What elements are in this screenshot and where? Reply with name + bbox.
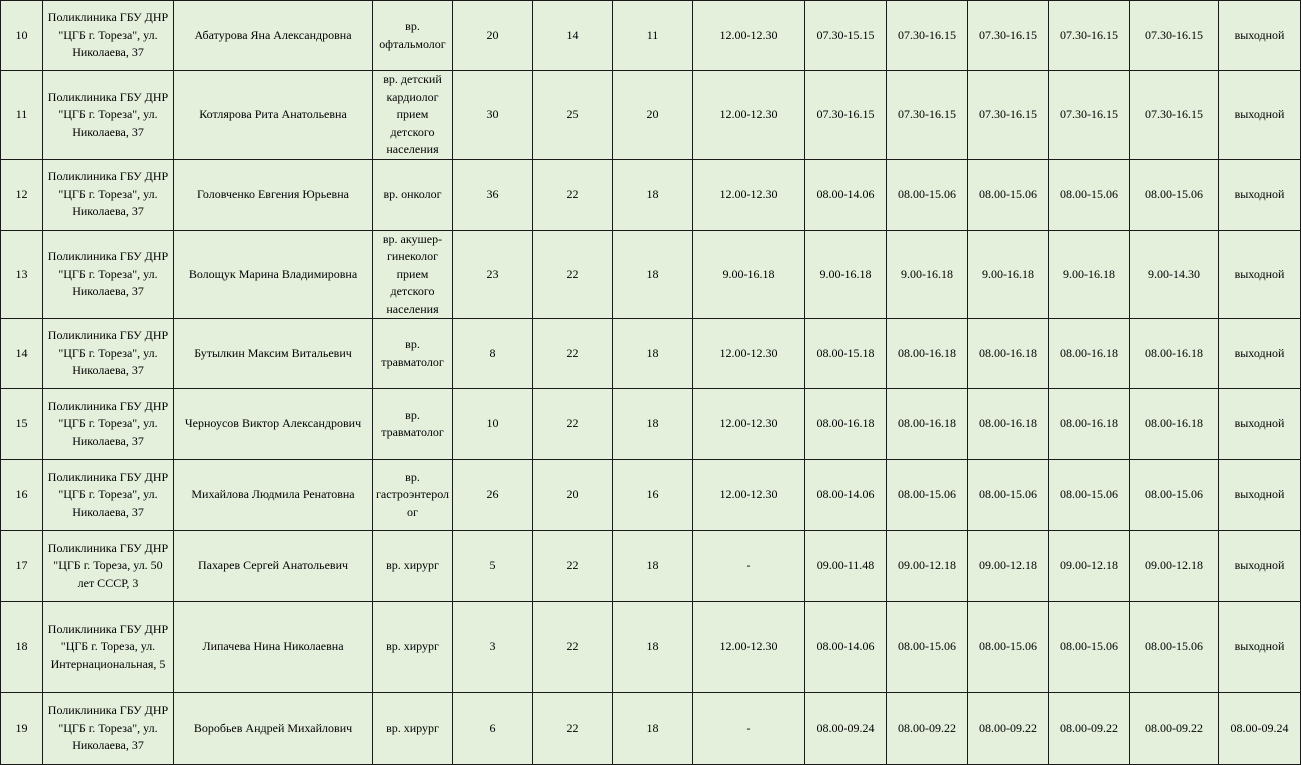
hours-day-5: 08.00-09.22 [1130,693,1219,765]
row-number: 12 [1,159,43,230]
hours-day-5: 9.00-14.30 [1130,230,1219,319]
break-time: 12.00-12.30 [693,159,805,230]
hours-day-2: 08.00-16.18 [887,319,968,389]
count-2: 22 [533,602,613,693]
count-2: 22 [533,531,613,602]
break-time: 9.00-16.18 [693,230,805,319]
count-1: 30 [453,71,533,160]
count-1: 20 [453,1,533,71]
hours-day-5: 08.00-15.06 [1130,602,1219,693]
row-number: 13 [1,230,43,319]
hours-day-1: 07.30-15.15 [805,1,887,71]
row-number: 10 [1,1,43,71]
count-2: 14 [533,1,613,71]
count-2: 22 [533,230,613,319]
row-number: 16 [1,460,43,531]
count-1: 23 [453,230,533,319]
hours-day-5: 08.00-15.06 [1130,159,1219,230]
doctor-name: Головченко Евгения Юрьевна [174,159,373,230]
hours-day-4: 08.00-16.18 [1049,319,1130,389]
table-row [1,230,1301,319]
table-row [1,460,1301,531]
doctor-specialty: вр. хирург [373,602,453,693]
hours-day-6: выходной [1219,460,1301,531]
count-3: 18 [613,159,693,230]
hours-day-2: 08.00-15.06 [887,602,968,693]
hours-day-4: 9.00-16.18 [1049,230,1130,319]
hours-day-5: 08.00-16.18 [1130,319,1219,389]
hours-day-2: 08.00-15.06 [887,460,968,531]
doctor-specialty: вр. гастроэнтеролог [373,460,453,531]
hours-day-3: 08.00-15.06 [968,602,1049,693]
doctor-name: Воробьев Андрей Михайлович [174,693,373,765]
hours-day-5: 07.30-16.15 [1130,1,1219,71]
hours-day-2: 08.00-09.22 [887,693,968,765]
hours-day-6: выходной [1219,230,1301,319]
table-row [1,159,1301,230]
doctor-specialty: вр. травматолог [373,319,453,389]
table-row [1,531,1301,602]
hours-day-3: 9.00-16.18 [968,230,1049,319]
count-1: 3 [453,602,533,693]
hours-day-2: 07.30-16.15 [887,1,968,71]
hours-day-4: 08.00-15.06 [1049,460,1130,531]
hours-day-3: 09.00-12.18 [968,531,1049,602]
hours-day-6: выходной [1219,319,1301,389]
table-row [1,319,1301,389]
hours-day-3: 08.00-09.22 [968,693,1049,765]
doctor-specialty: вр. акушер-гинеколог прием детского населения [373,230,453,319]
hours-day-4: 08.00-09.22 [1049,693,1130,765]
count-1: 36 [453,159,533,230]
hours-day-5: 09.00-12.18 [1130,531,1219,602]
doctor-name: Абатурова Яна Александровна [174,1,373,71]
clinic-address: Поликлиника ГБУ ДНР "ЦГБ г. Тореза, ул. Интернациональная, 5 [43,602,174,693]
hours-day-3: 07.30-16.15 [968,71,1049,160]
hours-day-5: 07.30-16.15 [1130,71,1219,160]
row-number: 17 [1,531,43,602]
hours-day-1: 08.00-14.06 [805,602,887,693]
doctor-specialty: вр. детский кардиолог прием детского населения [373,71,453,160]
hours-day-2: 09.00-12.18 [887,531,968,602]
hours-day-1: 07.30-16.15 [805,71,887,160]
clinic-address: Поликлиника ГБУ ДНР "ЦГБ г. Тореза", ул. Николаева, 37 [43,159,174,230]
doctor-name: Черноусов Виктор Александрович [174,389,373,460]
hours-day-5: 08.00-15.06 [1130,460,1219,531]
count-1: 10 [453,389,533,460]
doctor-name: Котлярова Рита Анатольевна [174,71,373,160]
count-3: 16 [613,460,693,531]
hours-day-6: выходной [1219,71,1301,160]
count-2: 22 [533,389,613,460]
clinic-address: Поликлиника ГБУ ДНР "ЦГБ г. Тореза", ул. Николаева, 37 [43,319,174,389]
doctor-specialty: вр. хирург [373,531,453,602]
hours-day-2: 9.00-16.18 [887,230,968,319]
hours-day-6: выходной [1219,159,1301,230]
clinic-address: Поликлиника ГБУ ДНР "ЦГБ г. Тореза, ул. 50 лет СССР, 3 [43,531,174,602]
hours-day-1: 09.00-11.48 [805,531,887,602]
row-number: 19 [1,693,43,765]
hours-day-4: 08.00-15.06 [1049,159,1130,230]
count-3: 18 [613,531,693,602]
count-3: 18 [613,230,693,319]
hours-day-5: 08.00-16.18 [1130,389,1219,460]
hours-day-4: 08.00-16.18 [1049,389,1130,460]
hours-day-6: выходной [1219,1,1301,71]
count-3: 18 [613,319,693,389]
count-1: 8 [453,319,533,389]
doctor-name: Пахарев Сергей Анатольевич [174,531,373,602]
row-number: 18 [1,602,43,693]
hours-day-4: 08.00-15.06 [1049,602,1130,693]
hours-day-4: 07.30-16.15 [1049,71,1130,160]
break-time: 12.00-12.30 [693,602,805,693]
hours-day-6: 08.00-09.24 [1219,693,1301,765]
break-time: 12.00-12.30 [693,460,805,531]
count-1: 5 [453,531,533,602]
hours-day-3: 08.00-15.06 [968,460,1049,531]
clinic-address: Поликлиника ГБУ ДНР "ЦГБ г. Тореза", ул. Николаева, 37 [43,460,174,531]
count-2: 22 [533,693,613,765]
count-3: 18 [613,389,693,460]
table-row [1,389,1301,460]
hours-day-4: 07.30-16.15 [1049,1,1130,71]
row-number: 14 [1,319,43,389]
hours-day-3: 08.00-16.18 [968,319,1049,389]
count-2: 22 [533,319,613,389]
doctor-name: Липачева Нина Николаевна [174,602,373,693]
clinic-address: Поликлиника ГБУ ДНР "ЦГБ г. Тореза", ул. Николаева, 37 [43,1,174,71]
count-1: 26 [453,460,533,531]
break-time: 12.00-12.30 [693,319,805,389]
hours-day-3: 08.00-15.06 [968,159,1049,230]
doctor-specialty: вр. хирург [373,693,453,765]
row-number: 15 [1,389,43,460]
hours-day-1: 08.00-14.06 [805,159,887,230]
table-row [1,693,1301,765]
count-3: 11 [613,1,693,71]
clinic-address: Поликлиника ГБУ ДНР "ЦГБ г. Тореза", ул. Николаева, 37 [43,71,174,160]
doctor-specialty: вр. офтальмолог [373,1,453,71]
clinic-address: Поликлиника ГБУ ДНР "ЦГБ г. Тореза", ул. Николаева, 37 [43,389,174,460]
doctor-name: Волощук Марина Владимировна [174,230,373,319]
clinic-address: Поликлиника ГБУ ДНР "ЦГБ г. Тореза", ул. Николаева, 37 [43,230,174,319]
break-time: 12.00-12.30 [693,389,805,460]
row-number: 11 [1,71,43,160]
count-2: 22 [533,159,613,230]
break-time: - [693,531,805,602]
hours-day-2: 08.00-16.18 [887,389,968,460]
count-2: 20 [533,460,613,531]
break-time: 12.00-12.30 [693,1,805,71]
hours-day-3: 08.00-16.18 [968,389,1049,460]
hours-day-2: 07.30-16.15 [887,71,968,160]
count-3: 20 [613,71,693,160]
count-1: 6 [453,693,533,765]
table-row [1,602,1301,693]
break-time: 12.00-12.30 [693,71,805,160]
hours-day-6: выходной [1219,602,1301,693]
doctor-name: Бутылкин Максим Витальевич [174,319,373,389]
count-3: 18 [613,602,693,693]
doctor-specialty: вр. онколог [373,159,453,230]
hours-day-4: 09.00-12.18 [1049,531,1130,602]
table-row [1,71,1301,160]
hours-day-1: 08.00-15.18 [805,319,887,389]
count-3: 18 [613,693,693,765]
schedule-rows [1,1,1301,765]
doctor-name: Михайлова Людмила Ренатовна [174,460,373,531]
hours-day-1: 9.00-16.18 [805,230,887,319]
break-time: - [693,693,805,765]
doctor-specialty: вр. травматолог [373,389,453,460]
hours-day-1: 08.00-14.06 [805,460,887,531]
hours-day-2: 08.00-15.06 [887,159,968,230]
table-row [1,1,1301,71]
clinic-address: Поликлиника ГБУ ДНР "ЦГБ г. Тореза", ул. Николаева, 37 [43,693,174,765]
hours-day-6: выходной [1219,531,1301,602]
hours-day-1: 08.00-09.24 [805,693,887,765]
hours-day-3: 07.30-16.15 [968,1,1049,71]
hours-day-1: 08.00-16.18 [805,389,887,460]
count-2: 25 [533,71,613,160]
hours-day-6: выходной [1219,389,1301,460]
